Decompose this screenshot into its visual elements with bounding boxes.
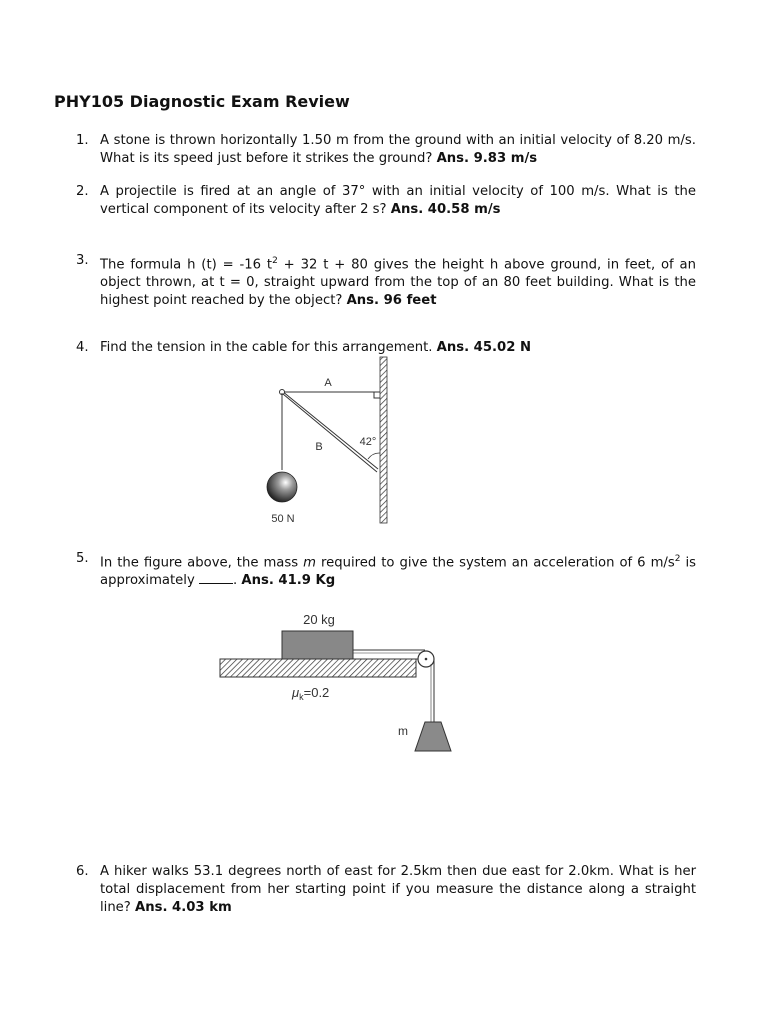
- question-text: A projectile is fired at an angle of 37° with an initial velocity of 100 m/s. What is the vertical component of its velocity after 2 s?: [100, 184, 696, 217]
- answer-blank: [199, 572, 233, 584]
- question-text: .: [232, 573, 238, 589]
- question-text: A hiker walks 53.1 degrees north of east for 2.5km then due east for 2.0km. What is her total displacement from her starting point if you measure the distance along a straight line?: [100, 864, 696, 915]
- question-6: [76, 863, 696, 917]
- question-text: Find the tension in the cable for this arrangement.: [100, 340, 433, 355]
- tension-diagram: [260, 355, 400, 530]
- pulley-diagram: [218, 604, 458, 754]
- boom-b: [282, 391, 378, 469]
- question-2: [76, 183, 696, 219]
- question-text: In the figure above, the mass: [100, 555, 304, 571]
- question-number: 6.: [76, 864, 89, 879]
- weight-label: 50 N: [271, 513, 295, 525]
- right-angle-mark: [374, 392, 380, 398]
- answer: Ans. 9.83 m/s: [436, 151, 538, 166]
- superscript: 2: [272, 256, 278, 266]
- question-number: 3.: [76, 253, 89, 268]
- angle-arc: [368, 453, 380, 459]
- superscript: 2: [674, 554, 681, 564]
- question-number: 4.: [76, 340, 89, 355]
- label-a: A: [324, 377, 332, 389]
- page-title: PHY105 Diagnostic Exam Review: [54, 92, 350, 111]
- question-3: [76, 252, 696, 310]
- hanging-mass: [415, 722, 451, 751]
- angle-label: 42°: [359, 436, 377, 448]
- wall: [380, 357, 387, 523]
- table-surface: [220, 659, 416, 677]
- block-mass-label: 20 kg: [303, 612, 335, 627]
- hanging-mass-label: m: [398, 724, 408, 738]
- question-text: is approximately: [100, 555, 697, 589]
- question-text: A stone is thrown horizontally 1.50 m from the ground with an initial velocity of 8.20 m/s. What is its speed just before it strikes the ground?: [100, 133, 696, 166]
- block: [282, 631, 353, 659]
- answer: Ans. 40.58 m/s: [390, 202, 501, 217]
- friction-coefficient: $\mu_k=0.2$: [292, 685, 330, 702]
- question-text: + 32 t + 80 gives the height h above ground, in feet, of an object thrown, at t = 0, straight upward from the top of an 80 feet building. What is the highest point reached by the object?: [100, 257, 696, 309]
- question-number: 2.: [76, 184, 89, 199]
- mass-variable: m: [303, 555, 316, 571]
- hanging-ball: [267, 472, 297, 502]
- question-1: [76, 132, 696, 168]
- question-5: [76, 550, 696, 590]
- question-text: required to give the system an acceleration of 6 m/s: [316, 555, 675, 571]
- answer: Ans. 41.9 Kg: [241, 573, 336, 589]
- label-b: B: [315, 441, 323, 453]
- question-text: The formula h (t) = -16 t: [100, 257, 273, 273]
- pulley-axle: [425, 658, 428, 661]
- question-number: 5.: [76, 551, 89, 566]
- boom-b: [283, 394, 377, 472]
- answer: Ans. 45.02 N: [436, 340, 532, 355]
- answer: Ans. 4.03 km: [135, 900, 232, 915]
- answer: Ans. 96 feet: [346, 293, 437, 309]
- question-number: 1.: [76, 133, 89, 148]
